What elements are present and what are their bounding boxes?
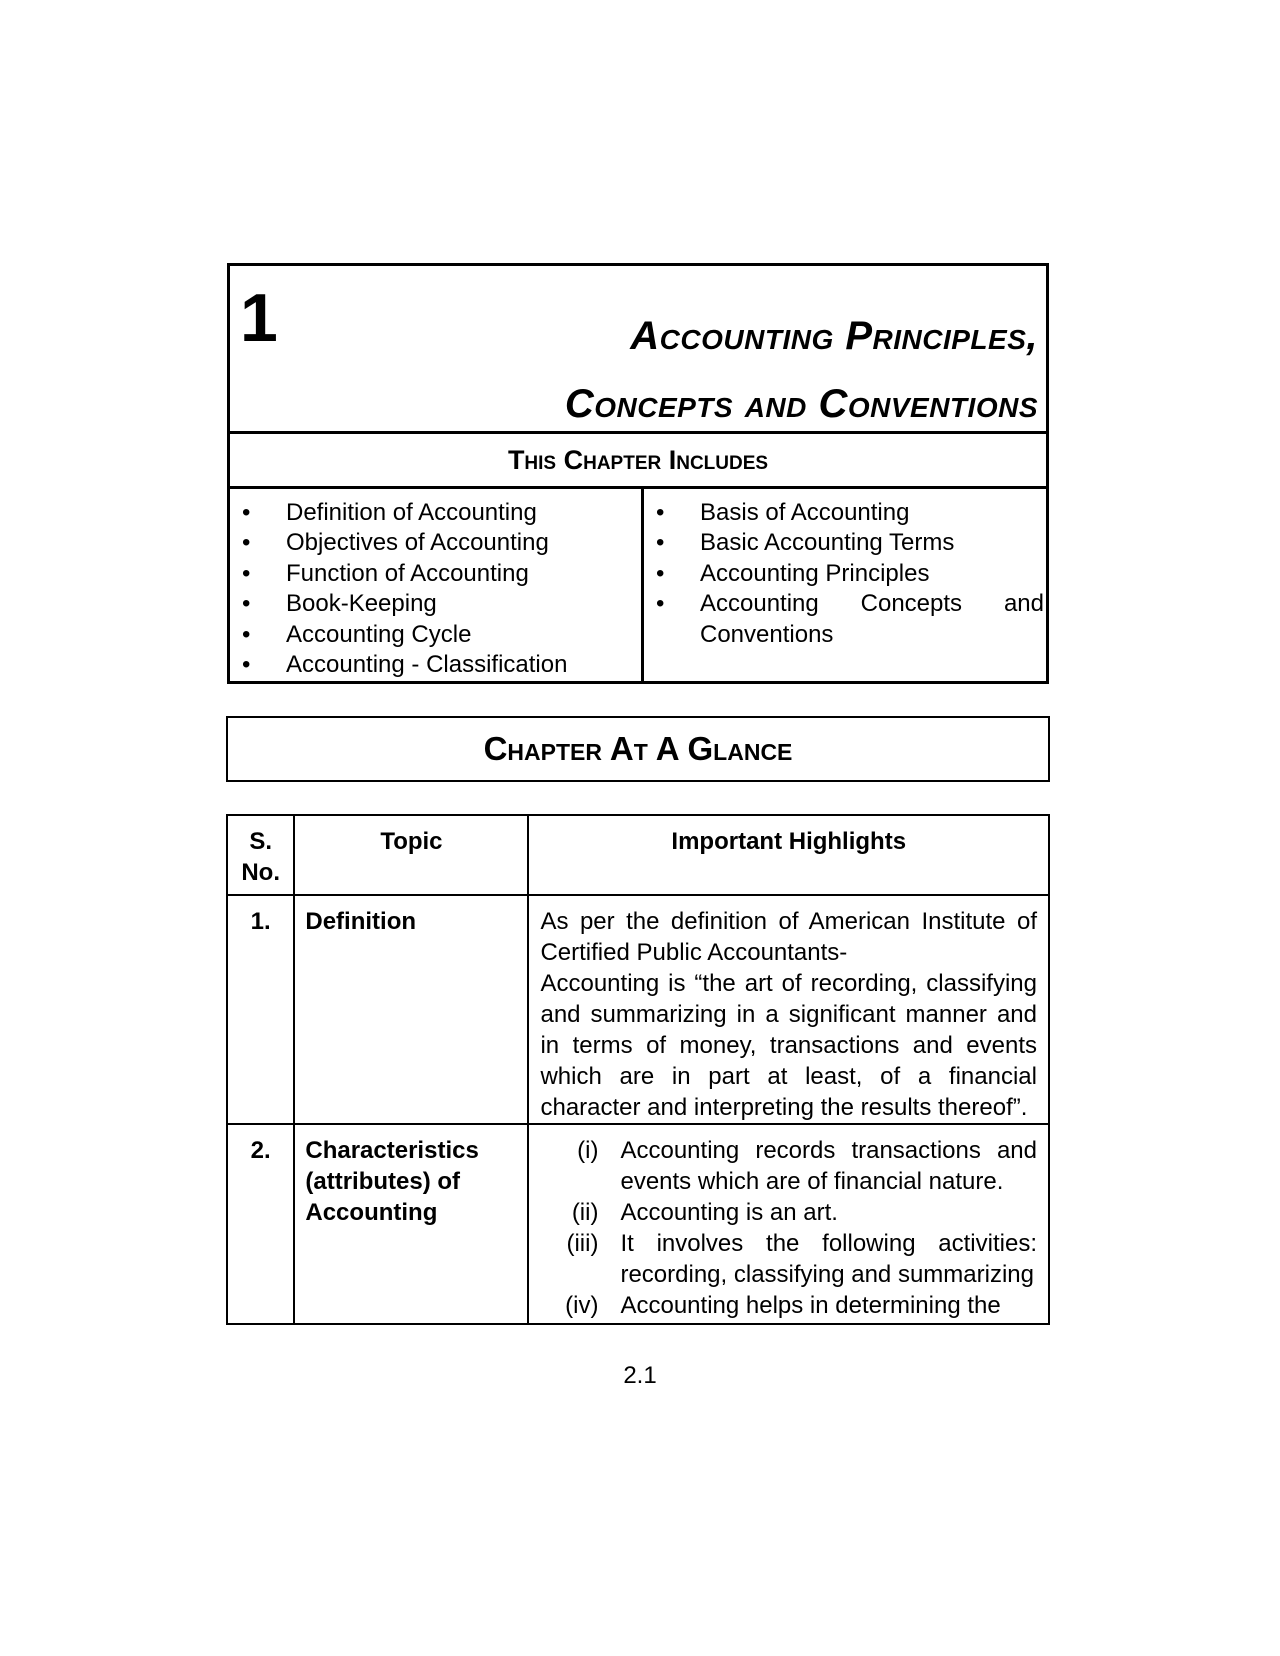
list-item <box>540 1290 1037 1321</box>
list-item <box>540 1135 1037 1197</box>
includes-item: • Accounting - Classification <box>230 650 635 680</box>
list-item <box>540 1197 1037 1228</box>
table-row <box>227 895 1049 1124</box>
column-header-topic: Topic <box>294 815 528 895</box>
item-number: (i) <box>577 1137 599 1164</box>
item-text: Accounting is an art. <box>620 1199 838 1226</box>
includes-item: • Accounting Principles <box>644 559 1044 589</box>
list-item <box>540 1228 1037 1290</box>
chapter-number: 1 <box>240 280 278 356</box>
item-number: (iii) <box>566 1230 599 1257</box>
includes-item: • Book-Keeping <box>230 589 635 619</box>
includes-list-left <box>230 498 635 680</box>
column-header-highlights: Important Highlights <box>528 815 1049 895</box>
chapter-title-line-1: Accounting Principles, <box>630 314 1038 358</box>
glance-table <box>226 814 1050 1325</box>
chapter-title <box>565 302 1038 438</box>
includes-item: • Function of Accounting <box>230 559 635 589</box>
row-topic: Definition <box>294 895 528 1124</box>
divider <box>230 486 1046 489</box>
chapter-header-box <box>227 263 1049 684</box>
chapter-title-line-2: Concepts and Conventions <box>564 382 1038 426</box>
row-sno: 2. <box>227 1124 294 1324</box>
table-row <box>227 1124 1049 1324</box>
highlight-text: Accounting is “the art of recording, classifying and summarizing in a significant manner and in terms of money, transactions and events which are in part at least, of a financial character and interpreting the results thereof”. <box>540 970 1037 1121</box>
characteristics-list <box>540 1135 1037 1321</box>
table-header-row <box>227 815 1049 895</box>
includes-item: • Definition of Accounting <box>230 498 635 528</box>
item-number: (iv) <box>565 1292 599 1319</box>
includes-item: • Objectives of Accounting <box>230 528 635 558</box>
includes-item: • Accounting Cycle <box>230 620 635 650</box>
row-sno: 1. <box>227 895 294 1124</box>
item-text: Accounting helps in determining the <box>620 1292 1001 1319</box>
page-number: 2.1 <box>623 1362 657 1389</box>
item-text: It involves the following activities: recording, classifying and summarizing <box>620 1230 1037 1288</box>
chapter-includes-heading: This Chapter Includes <box>507 445 769 475</box>
highlight-text: As per the definition of American Institute of Certified Public Accountants- <box>540 908 1037 966</box>
row-topic: Characteristics (attributes) of Accounting <box>294 1124 528 1324</box>
includes-item: • Accounting Concepts and Conventions <box>644 589 1044 650</box>
row-highlights <box>528 895 1049 1124</box>
row-highlights <box>528 1124 1049 1324</box>
item-text: Accounting records transactions and events which are of financial nature. <box>620 1137 1037 1195</box>
includes-item: • Basic Accounting Terms <box>644 528 1044 558</box>
chapter-at-a-glance-heading: Chapter At A Glance <box>226 716 1050 782</box>
includes-item: • Basis of Accounting <box>644 498 1044 528</box>
item-number: (ii) <box>571 1199 599 1226</box>
column-header-sno: S. No. <box>227 815 294 895</box>
includes-list-right <box>644 498 1044 650</box>
